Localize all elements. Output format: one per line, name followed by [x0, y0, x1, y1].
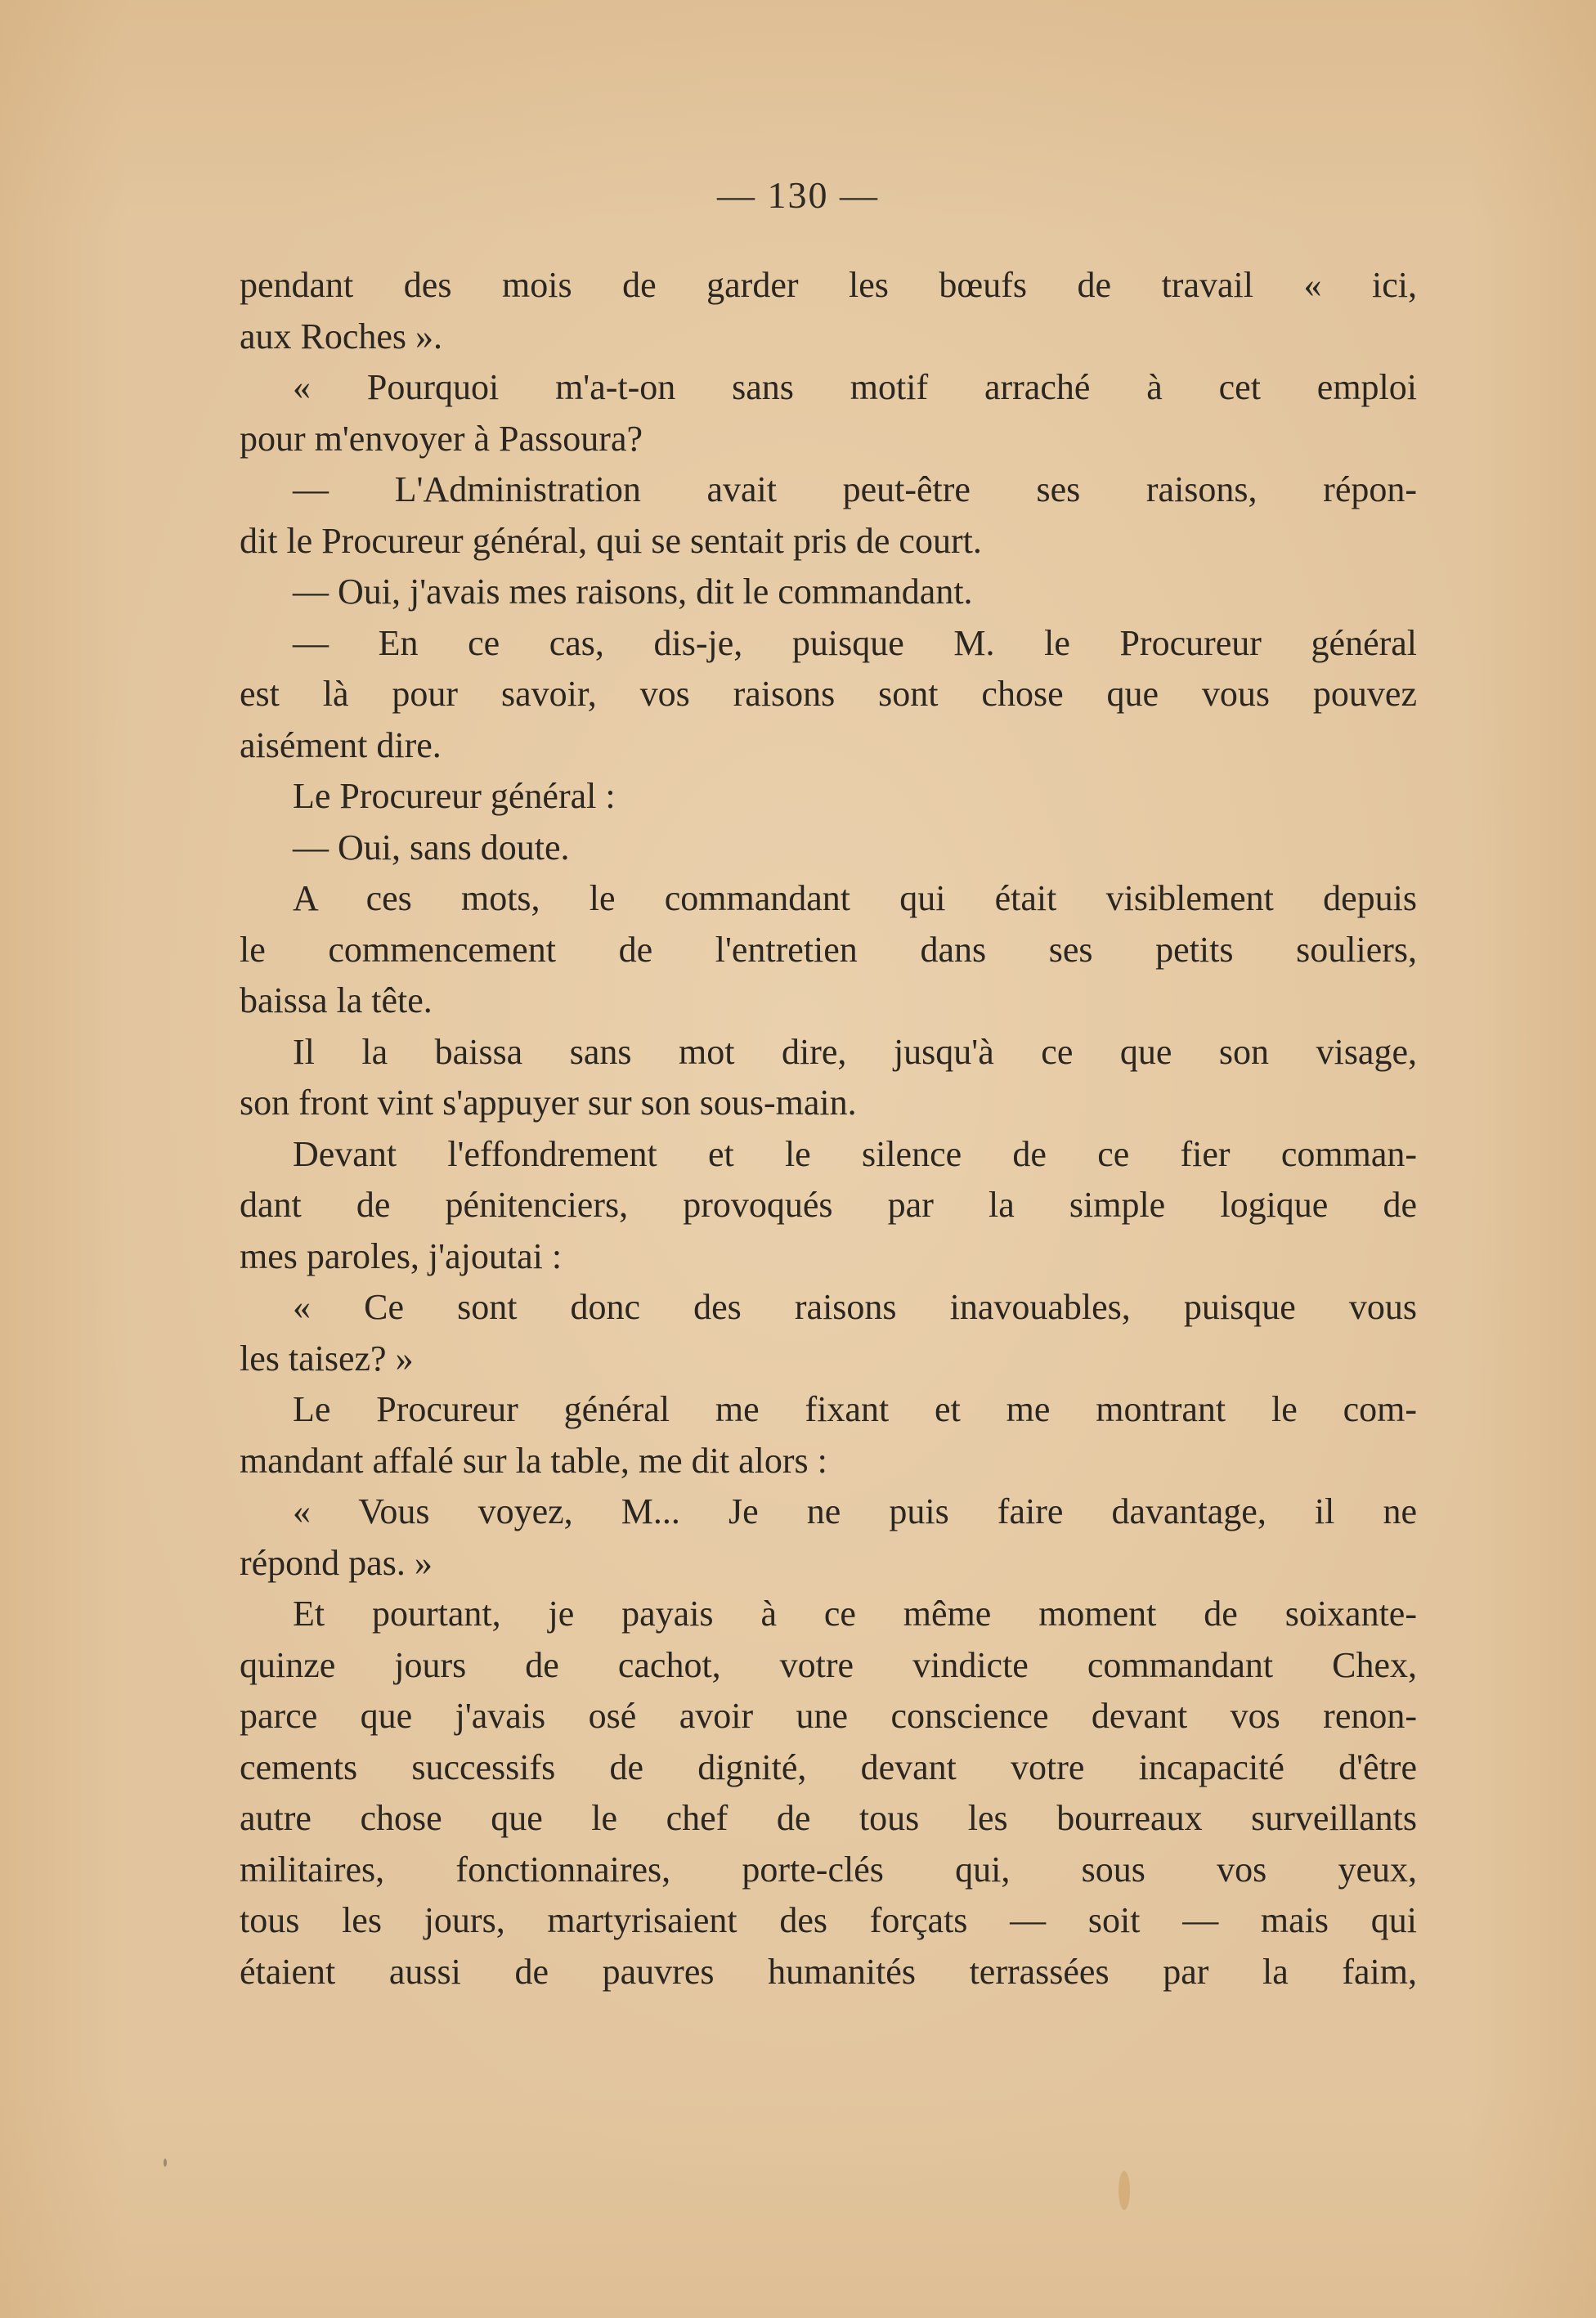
text-line: baissa la tête. [240, 980, 433, 1020]
text-line: étaient aussi de pauvres humanités terrassées par la faim, [240, 1951, 1417, 1992]
text-line: Le Procureur général me fixant et me montrant le com- [293, 1389, 1417, 1429]
text-line: — Oui, sans doute. [293, 827, 570, 868]
text-line: « Ce sont donc des raisons inavouables, puisque vous [293, 1287, 1417, 1327]
text-line: dant de pénitenciers, provoqués par la simple logique de [240, 1185, 1417, 1225]
text-line: son front vint s'appuyer sur son sous-main. [240, 1083, 857, 1123]
text-line: Et pourtant, je payais à ce même moment de soixante- [293, 1594, 1417, 1634]
paper-speck [164, 2159, 167, 2167]
text-line: — L'Administration avait peut-être ses raisons, répon- [293, 469, 1417, 509]
text-line: cements successifs de dignité, devant votre incapacité d'être [240, 1746, 1417, 1787]
text-line: « Vous voyez, M... Je ne puis faire davantage, il ne [293, 1491, 1417, 1531]
text-line: A ces mots, le commandant qui était visiblement depuis [293, 878, 1417, 918]
text-line: « Pourquoi m'a-t-on sans motif arraché à cet emploi [293, 367, 1417, 407]
text-line: le commencement de l'entretien dans ses petits souliers, [240, 929, 1417, 970]
text-line: militaires, fonctionnaires, porte-clés qui, sous vos yeux, [240, 1849, 1417, 1890]
text-line: répond pas. » [240, 1542, 433, 1583]
text-line: autre chose que le chef de tous les bourreaux surveillants [240, 1798, 1417, 1838]
text-line: aux Roches ». [240, 316, 443, 356]
text-line: — En ce cas, dis-je, puisque M. le Procureur général [293, 622, 1417, 663]
text-line: Le Procureur général : [293, 776, 616, 816]
text-line: — Oui, j'avais mes raisons, dit le commandant. [293, 572, 973, 612]
text-line: les taisez? » [240, 1338, 414, 1379]
text-line: Il la baissa sans mot dire, jusqu'à ce que son visage, [293, 1031, 1417, 1072]
text-line: mandant affalé sur la table, me dit alors : [240, 1440, 827, 1481]
text-line: Devant l'effondrement et le silence de ce fier comman- [293, 1133, 1417, 1174]
text-line: aisément dire. [240, 724, 442, 765]
text-line: pour m'envoyer à Passoura? [240, 418, 643, 459]
page-number: — 130 — [717, 174, 879, 216]
text-line: dit le Procureur général, qui se sentait pris de court. [240, 520, 982, 561]
text-line: tous les jours, martyrisaient des forçats — soit — mais qui [240, 1900, 1417, 1940]
text-line: mes paroles, j'ajoutai : [240, 1235, 563, 1276]
paper-stain [1119, 2171, 1130, 2210]
text-line: est là pour savoir, vos raisons sont chose que vous pouvez [240, 674, 1417, 714]
text-line: pendant des mois de garder les bœufs de travail « ici, [240, 265, 1417, 305]
text-line: quinze jours de cachot, votre vindicte commandant Chex, [240, 1644, 1417, 1685]
text-line: parce que j'avais osé avoir une conscience devant vos renon- [240, 1696, 1417, 1736]
